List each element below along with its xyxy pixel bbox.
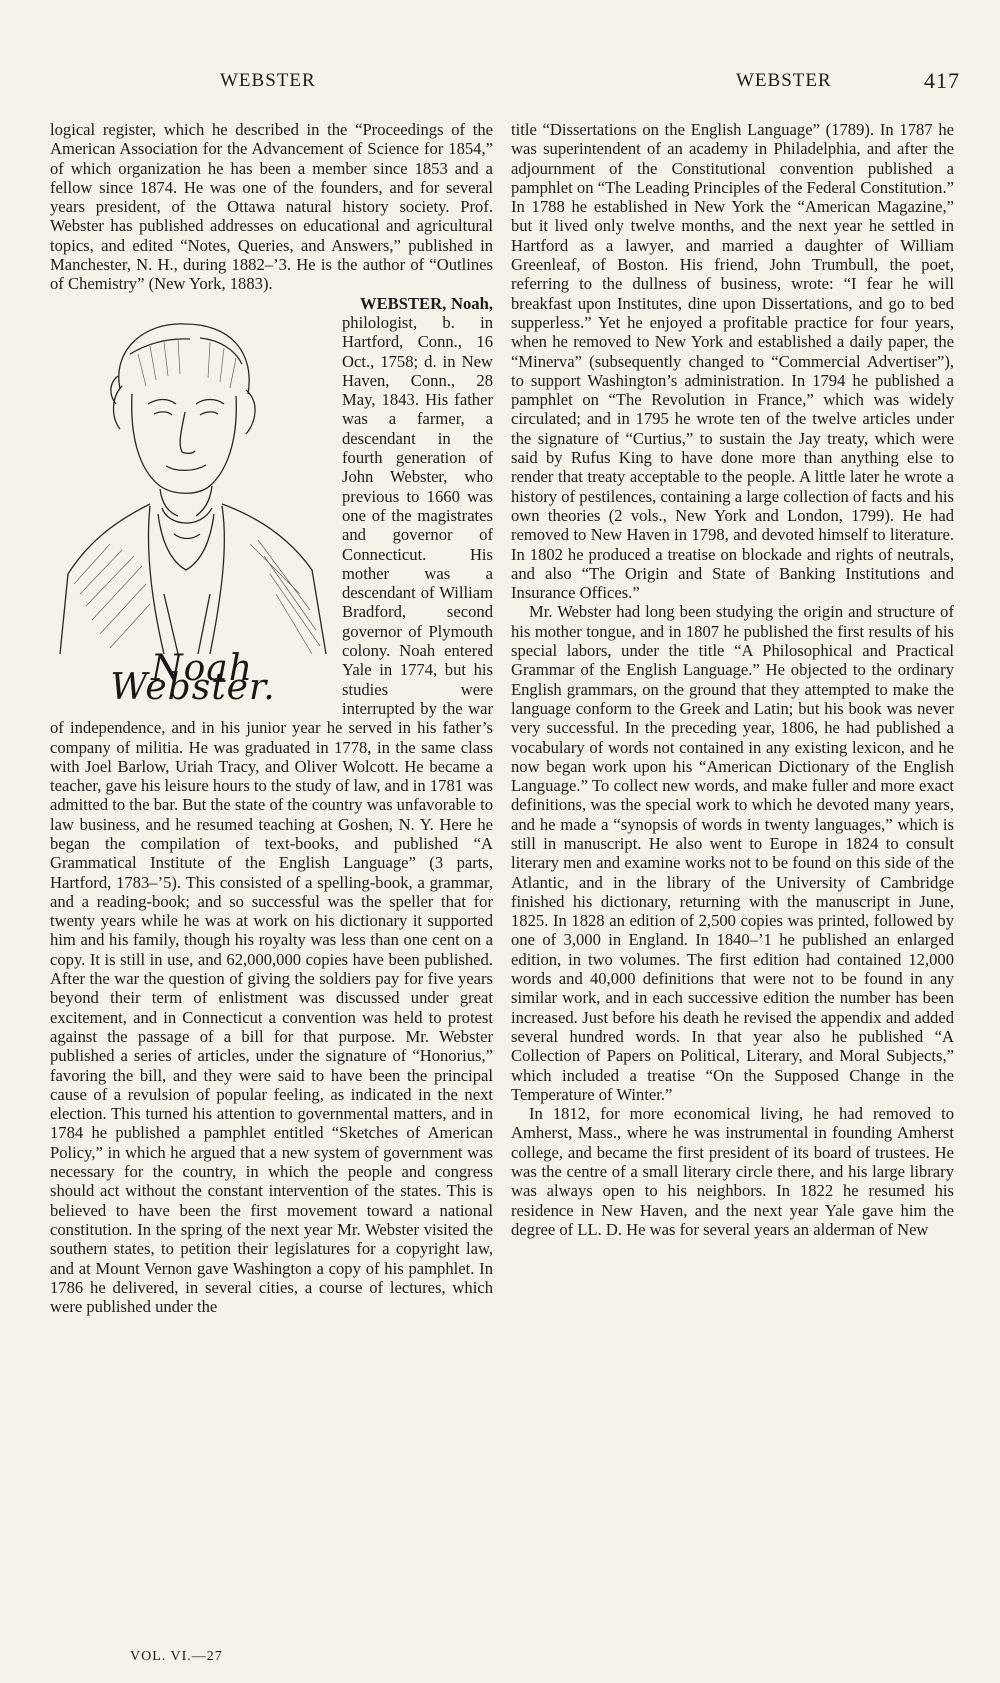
right-paragraph-1: title “Dissertations on the English Language” (1789). In 1787 he was superintendent of an academy in Philadelphia, and after the adjournment of the Constitutional convention published a pamphlet on “The Leading Principles of the Federal Constitution.” In 1788 he established in New York the “American Magazine,” but it lived only twelve months, and the next year he settled in Hartford as a lawyer, and married a daughter of William Greenleaf, of Boston. His friend, John Trumbull, the poet, referring to the dullness of business, wrote: “I fear he will breakfast upon Institutes, dine upon Dissertations, and go to bed supperless.” Yet he enjoyed a profitable practice for four years, when he removed to New York and established a daily paper, the “Minerva” (subsequently changed to “Commercial Advertiser”), to support Washington’s administration. In 1794 he published a pamphlet on “The Revolution in France,” which was widely circulated; and in 1795 he wrote ten of the twelve articles under the signature of “Curtius,” to sustain the Jay treaty, which were said by Rufus King to have done more than anything else to render that treaty acceptable to the people. A little later he wrote a history of pestilences, containing a large collection of facts and his own theories (2 vols., New York and London, 1799). He had removed to New Haven in 1798, and devoted himself to literature. In 1802 he produced a treatise on blockade and rights of neutrals, and also “The Origin and State of Banking Institutions and Insurance Offices.”	[511, 120, 954, 603]
right-column	[511, 120, 954, 1239]
volume-folio: VOL. VI.—27	[130, 1649, 223, 1664]
entry-body: philologist, b. in Hartford, Conn., 16 Oct., 1758; d. in New Haven, Conn., 28 May, 1843. His father was a farmer, a descendant in the fourth generation of John Webster, who previous to 1660 was one of the magistrates and governor of Connecticut. His mother was a descendant of William Bradford, second governor of Plymouth colony. Noah entered Yale in 1774, but his studies were interrupted by the war of independence, and in his junior year he served in his father’s company of militia. He was graduated in 1778, in the same class with Joel Barlow, Uriah Tracy, and Oliver Wolcott. He became a teacher, gave his leisure hours to the study of law, and in 1781 was admitted to the bar. But the state of the country was unfavorable to law business, and he resumed teaching at Goshen, N. Y. Here he began the compilation of text-books, and published “A Grammatical Institute of the English Language” (3 parts, Hartford, 1783–’5). This consisted of a spelling-book, a grammar, and a reading-book; and so successful was the speller that for twenty years while he was at work on his dictionary it supported him and his family, though his royalty was less than one cent on a copy. It is still in use, and 62,000,000 copies have been published. After the war the question of giving the soldiers pay for five years beyond their term of enlistment was discussed under great excitement, and in Connecticut a convention was held to protest against the passage of a bill for that purpose. Mr. Webster published a series of articles, under the signature of “Honorius,” favoring the bill, and they were said to have been the principal cause of a revulsion of popular feeling, as indicated in the next election. This turned his attention to governmental matters, and in 1784 he published a pamphlet entitled “Sketches of American Policy,” in which he argued that a new system of government was necessary for the country, in which the people and congress should act without the constant intervention of the states. This is believed to have been the first movement toward a national constitution. In the spring of the next year Mr. Webster visited the southern states, to petition their legislatures for a copyright law, and at Mount Vernon gave Washington a copy of his pamphlet. In 1786 he delivered, in several cities, a course of lectures, which were published under the	[50, 312, 493, 1317]
right-paragraph-3: In 1812, for more economical living, he had removed to Amherst, Mass., where he was instrumental in founding Amherst college, and became the first president of its board of trustees. He was the centre of a small literary circle there, and his large library was always open to his neighbors. In 1822 he resumed his residence in New Haven, and the next year Yale gave him the degree of LL. D. He was for several years an alderman of New	[511, 1104, 954, 1239]
portrait-drawing	[50, 294, 336, 654]
left-column	[50, 120, 493, 1316]
entry-webster-noah	[50, 294, 493, 1317]
left-paragraph-1: logical register, which he described in the “Proceedings of the American Association for the Advancement of Science for 1854,” of which organization he has been a member since 1853 and a fellow since 1874. He was one of the founders, and for several years president, of the Ottawa natural history society. Prof. Webster has published addresses on educational and agricultural topics, and edited “Notes, Queries, and Answers,” published in Manchester, N. H., during 1882–’3. He is the author of “Outlines of Chemistry” (New York, 1883).	[50, 120, 493, 294]
running-head	[50, 70, 960, 96]
entry-heading: WEBSTER, Noah,	[360, 293, 493, 313]
right-paragraph-2: Mr. Webster had long been studying the origin and structure of his mother tongue, and in 1807 he published the first results of his special labors, under the title “A Philosophical and Practical Grammar of the English Language.” He objected to the ordinary English grammars, on the ground that they attempted to make the language conform to the Greek and Latin; but his book was never very successful. In the preceding year, 1806, he had published a vocabulary of words not contained in any existing lexicon, and he now began work upon his “American Dictionary of the English Language.” To collect new words, and make fuller and more exact definitions, was the special work to which he devoted many years, and he made a “synopsis of words in twenty languages,” which is still in manuscript. He also went to Europe in 1824 to consult literary men and examine works not to be found on this side of the Atlantic, and in the library of the University of Cambridge finished his dictionary, returning with the manuscript in June, 1825. In 1828 an edition of 2,500 copies was printed, followed by one of 3,000 in England. In 1840–’1 he published an enlarged edition, in two volumes. The first edition had contained 12,000 words and 40,000 definitions that were not to be found in any similar work, and in each successive edition the number has been increased. Just before his death he revised the appendix and added several hundred words. In that year also he published “A Collection of Papers on Political, Literary, and Moral Subjects,” which included a treatise “On the Supposed Change in the Temperature of Winter.”	[511, 602, 954, 1104]
page-number: 417	[924, 68, 960, 93]
signature: Noah Webster.	[110, 648, 276, 709]
portrait-engraving	[50, 294, 336, 709]
running-head-right: WEBSTER	[736, 70, 832, 91]
running-head-left: WEBSTER	[220, 70, 316, 91]
